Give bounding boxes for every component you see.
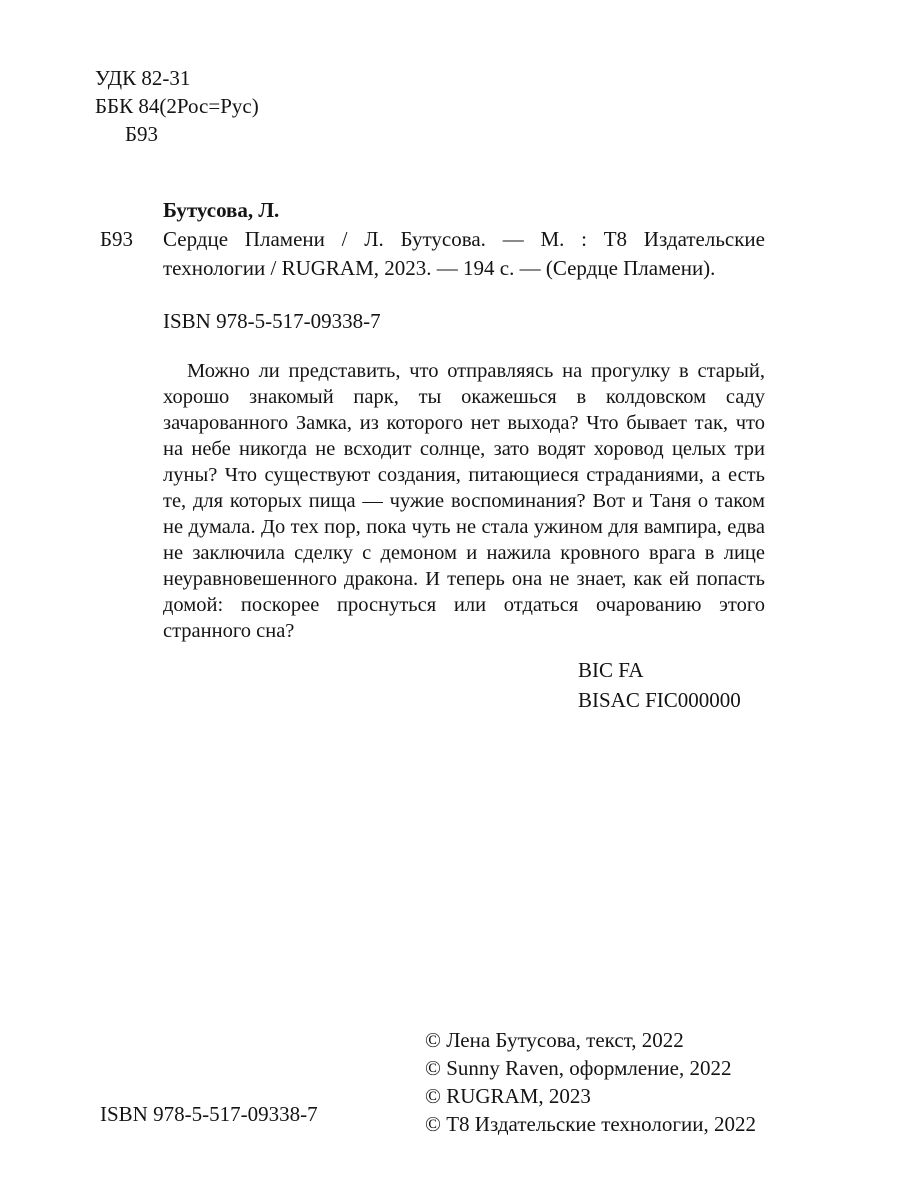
udk-line: УДК 82-31: [95, 66, 191, 90]
trade-codes-block: [578, 655, 741, 715]
bic-code: BIC FA: [578, 658, 644, 682]
copyright-line: © RUGRAM, 2023: [425, 1084, 591, 1108]
bib-description: Сердце Пламени / Л. Бутусова. — М. : Т8 Издательские технологии / RUGRAM, 2023. — 194 с. — (Сердце Пламени).: [163, 227, 765, 280]
author-heading: Бутусова, Л.: [163, 198, 280, 222]
copyright-line: © Т8 Издательские технологии, 2022: [425, 1112, 756, 1136]
bbk-line: ББК 84(2Рос=Рус): [95, 94, 259, 118]
annotation-paragraph: Можно ли представить, что отправляясь на прогулку в старый, хорошо знакомый парк, ты окажешься в колдовском саду зачарованного Замка, из которого нет выхода? Что бывает так, что на небе никогда не всходит солнце, зато водят хоровод целых три луны? Что существуют создания, питающиеся страданиями, а есть те, для которых пища — чужие воспоминания? Вот и Таня о таком не думала. До тех пор, пока чуть не стала ужином для вампира, едва не заключила сделку с демоном и нажила кровного врага в лице неуравновешенного дракона. И теперь она не знает, как ей попасть домой: поскорее проснуться или отдаться очарованию этого странного сна?: [163, 360, 765, 642]
isbn-bottom: ISBN 978-5-517-09338-7: [100, 1102, 318, 1126]
copyright-line: © Лена Бутусова, текст, 2022: [425, 1028, 684, 1052]
bisac-code: BISAC FIC000000: [578, 688, 741, 712]
bibliographic-entry: [100, 196, 765, 336]
bib-entry-code: Б93: [100, 227, 134, 251]
isbn-top: ISBN 978-5-517-09338-7: [163, 309, 381, 333]
classification-code: Б93: [125, 122, 159, 146]
copyright-line: © Sunny Raven, оформление, 2022: [425, 1056, 732, 1080]
copyright-block: [425, 1026, 756, 1138]
bib-description-row: [100, 225, 765, 283]
classification-block: [95, 64, 259, 148]
